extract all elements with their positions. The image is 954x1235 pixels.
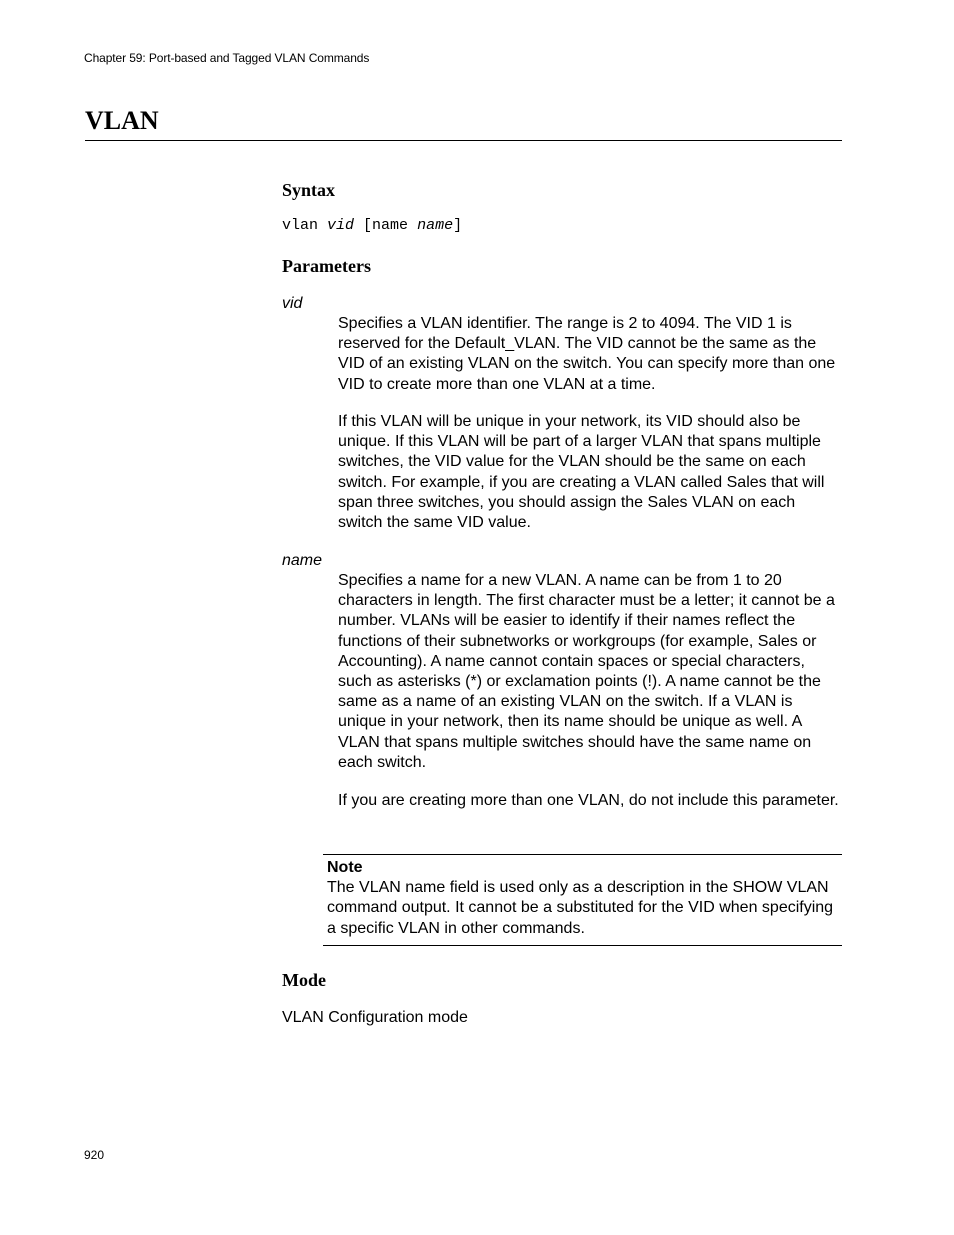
title-rule	[85, 140, 842, 141]
note-title: Note	[327, 859, 363, 876]
syntax-vid-arg: vid	[327, 217, 355, 234]
syntax-heading: Syntax	[282, 180, 336, 200]
param-name-paragraph-1: Specifies a name for a new VLAN. A name can be from 1 to 20 characters in length. The first character must be a letter; it cannot be a number. VLANs will be easier to identify if their names reflect the functions of their subnetworks or workgroups (for example, Sales or Accounting). A name cannot contain spaces or special characters, such as asterisks (*) or exclamation points (!). A name cannot be the same as a name of an existing VLAN on the switch. If a VLAN is unique in your network, then its name should be unique as well. A VLAN that spans multiple switches should have the same name on each switch.	[338, 572, 835, 771]
syntax-command	[282, 216, 462, 236]
mode-heading: Mode	[282, 970, 326, 990]
param-vid-name: vid	[282, 295, 303, 312]
mode-text: VLAN Configuration mode	[282, 1009, 468, 1026]
note-text: The VLAN name field is used only as a description in the SHOW VLAN command output. It cannot be a substituted for the VID when specifying a specific VLAN in other commands.	[327, 879, 834, 937]
param-vid-paragraph-1: Specifies a VLAN identifier. The range is 2 to 4094. The VID 1 is reserved for the Default_VLAN. The VID cannot be the same as the VID of an existing VLAN on the switch. You can specify more than one VID to create more than one VLAN at a time.	[338, 315, 836, 393]
param-name-paragraph-2: If you are creating more than one VLAN, do not include this parameter.	[338, 792, 839, 809]
running-header: Chapter 59: Port-based and Tagged VLAN Commands	[84, 51, 370, 65]
page-title: VLAN	[85, 106, 159, 135]
note-box	[323, 854, 842, 946]
syntax-keyword: vlan	[282, 217, 319, 234]
param-name-name: name	[282, 552, 323, 569]
parameters-heading: Parameters	[282, 256, 371, 276]
param-vid-paragraph-2: If this VLAN will be unique in your network, its VID should also be unique. If this VLAN will be part of a larger VLAN that spans multiple switches, the VID value for the VLAN should be the same on each switch. For example, if you are creating a VLAN called Sales that will span three switches, you should assign the Sales VLAN on each switch the same VID value.	[338, 413, 825, 532]
syntax-name-arg: name	[417, 217, 454, 234]
page-number: 920	[84, 1148, 105, 1162]
syntax-open: [name	[354, 217, 418, 234]
syntax-close: ]	[453, 217, 463, 234]
